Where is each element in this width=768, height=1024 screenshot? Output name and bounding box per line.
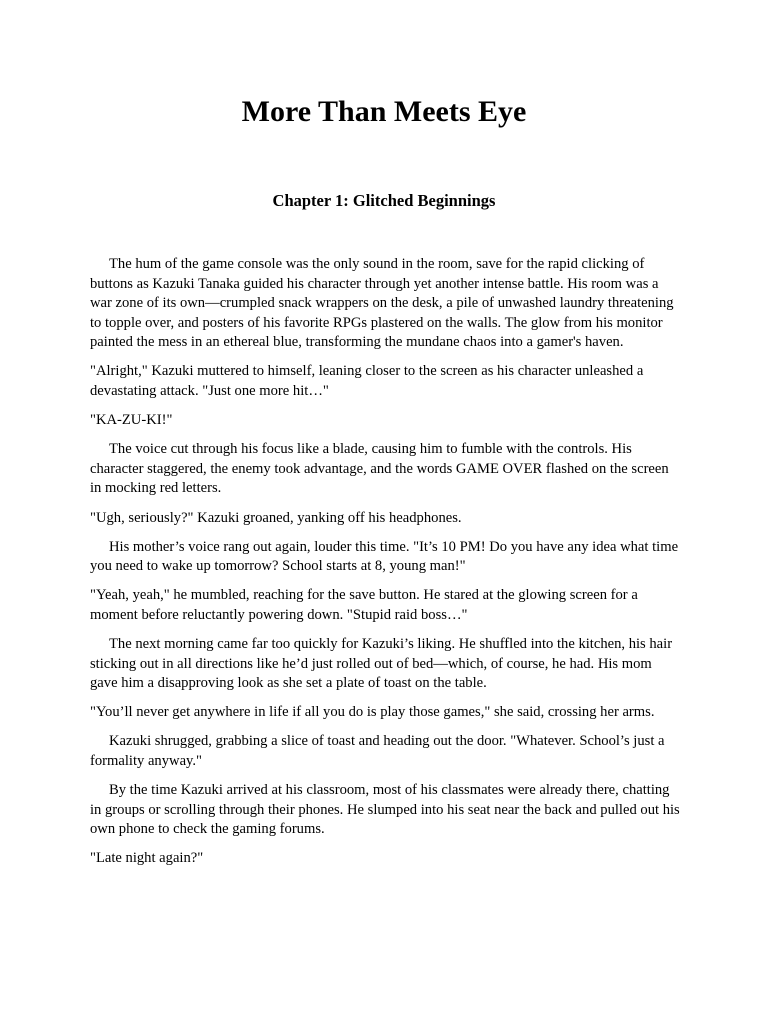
paragraph: The next morning came far too quickly for Kazuki’s liking. He shuffled into the kitchen, his hair sticking out in all directions like he’d just rolled out of bed—which, of course, he had. His mom gave him a disapproving look as she set a plate of toast on the table. [90,636,673,692]
paragraph: Kazuki shrugged, grabbing a slice of toast and heading out the door. "Whatever. School’s just a formality anyway." [90,733,665,769]
paragraph: "Yeah, yeah," he mumbled, reaching for the save button. He stared at the glowing screen for a moment before reluctantly powering down. "Stupid raid boss…" [90,587,638,623]
paragraph: "KA-ZU-KI!" [90,412,173,429]
paragraph: "Late night again?" [90,850,204,867]
paragraph: "Ugh, seriously?" Kazuki groaned, yanking off his headphones. [90,509,462,526]
paragraph: The voice cut through his focus like a blade, causing him to fumble with the controls. His character staggered, the enemy took advantage, and the words GAME OVER flashed on the screen in mocking red letters. [90,441,669,497]
paragraph: By the time Kazuki arrived at his classroom, most of his classmates were already there, chatting in groups or scrolling through their phones. He slumped into his seat near the back and pulled out his own phone to check the gaming forums. [90,782,680,838]
paragraph: The hum of the game console was the only sound in the room, save for the rapid clicking of buttons as Kazuki Tanaka guided his character through yet another intense battle. His room was a war zone of its own—crumpled snack wrappers on the desk, a pile of unwashed laundry threatening to topple over, and posters of his favorite RPGs plastered on the walls. The glow from his monitor painted the mess in an ethereal blue, transforming the mundane chaos into a gamer's haven. [90,256,674,351]
chapter-title: Chapter 1: Glitched Beginnings [272,191,496,210]
paragraph: "You’ll never get anywhere in life if all you do is play those games," she said, crossing her arms. [90,704,655,721]
chapter-body [90,255,680,878]
paragraph: "Alright," Kazuki muttered to himself, leaning closer to the screen as his character unleashed a devastating attack. "Just one more hit…" [90,363,644,400]
paragraph: His mother’s voice rang out again, louder this time. "It’s 10 PM! Do you have any idea what time you need to wake up tomorrow? School starts at 8, young man!" [90,538,679,575]
book-title: More Than Meets Eye [241,95,527,128]
